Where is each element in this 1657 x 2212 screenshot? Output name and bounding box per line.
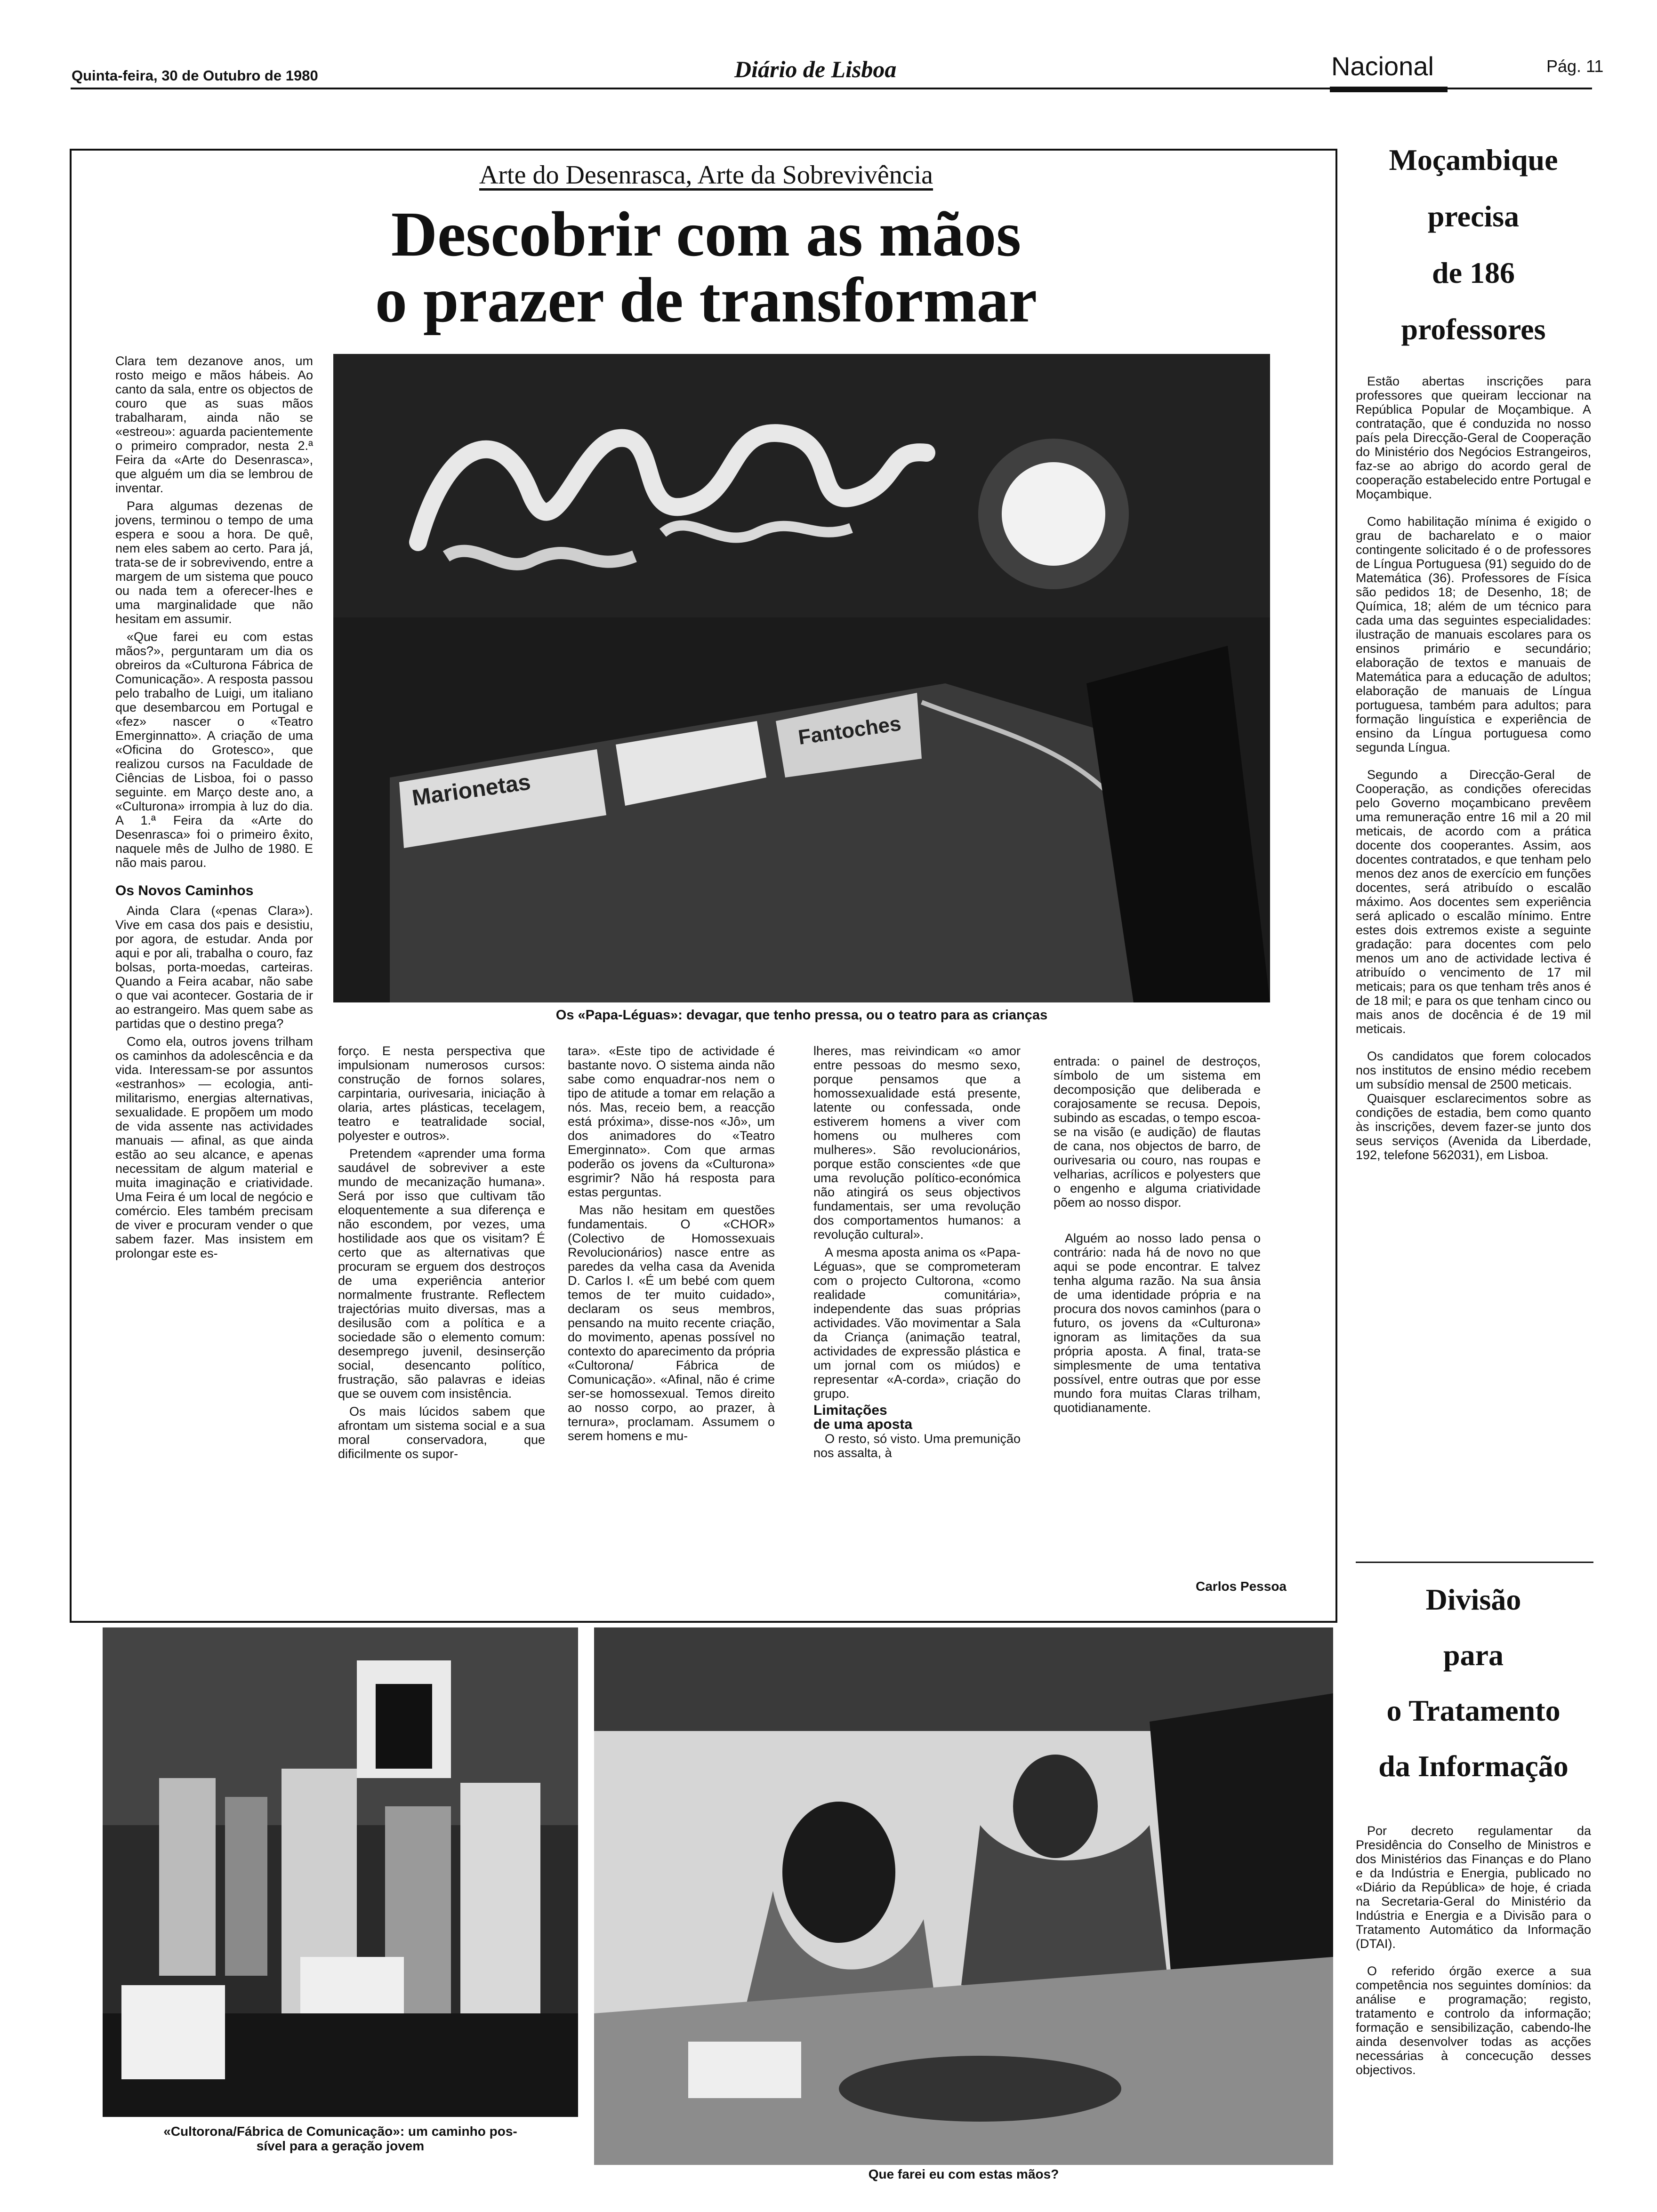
- bottom-right-caption: Que farei eu com estas mãos?: [868, 2167, 1059, 2181]
- article-author: Carlos Pessoa: [1196, 1579, 1287, 1594]
- sidebar1-headline-2: precisa: [1427, 200, 1520, 233]
- article-paragraph: Para algumas dezenas de jovens, terminou o tempo de uma espera e soou a hora. De quê, nem eles sabem ao certo. Para já, trata-se de ir sobrevivendo, entre a margem de um sistema que pouco ou nada tem a oferecer-lhes e uma marginalidade que não hesitam em assumir.: [115, 499, 317, 626]
- sidebar-divider: [1356, 1562, 1593, 1563]
- bottom-right-photo: [594, 1627, 1333, 2165]
- article-paragraph: Como ela, outros jovens trilham os caminhos da adolescência e da vida. Interessam-se por assuntos «estranhos» — ecologia, anti-militarismo, energias alternativas, sexualidade. E propõem um modo de vida assente nas actividades manuais — afinal, as que ainda estão ao seu alcance, e apenas necessitam de algum material e muita imaginação e criatividade. Uma Feira é um local de negócio e comércio. Eles também precisam de viver e procuram vender o que sabem fazer. Mas insistem em prolongar este es-: [115, 1034, 317, 1260]
- article-kicker: Arte do Desenrasca, Arte da Sobrevivência: [479, 160, 933, 190]
- bottom-left-caption: [103, 2124, 578, 2153]
- main-photo-caption: Os «Papa-Léguas»: devagar, que tenho pressa, ou o teatro para as crianças: [555, 1008, 1048, 1023]
- main-photo: [333, 354, 1270, 1002]
- sidebar-moçambique: [1356, 132, 1591, 358]
- article-column-4: [813, 1044, 1024, 1460]
- masthead: Diário de Lisboa: [734, 56, 897, 82]
- subhead-limitacoes-line1: Limitações: [813, 1403, 887, 1418]
- article-paragraph: lheres, mas reivindicam «o amor entre pessoas do mesmo sexo, porque pensamos que a homossexualidade está presente, latente ou confessada, onde estiverem homens a viver com homens ou mulheres com mulheres». São revolucionários, porque estão conscientes «de que uma revolução político-económica não atingirá os seus objectivos fundamentais, ser uma revolução dos comportamentos humanos: a revolução cultural».: [813, 1044, 1024, 1242]
- sidebar2-body: [1356, 1824, 1595, 2077]
- sidebar2-paragraph: O referido órgão exerce a sua competência nos seguintes domínios: da análise e programação; registo, tratamento e controlo da informação; formação e sensibilização, cabendo-lhe ainda desenvolver todas as acções necessárias à concecução desses objectivos.: [1356, 1964, 1595, 2077]
- article-paragraph: Ainda Clara («penas Clara»). Vive em casa dos pais e desistiu, por agora, de estudar. Anda por aqui e por ali, trabalha o couro, faz bolsas, porta-moedas, carteiras. Quando a Feira acabar, não sabe o que vai acontecer. Gostaria de ir ao estrangeiro. Mas quem sabe as partidas que o destino prega?: [115, 904, 317, 1031]
- article-column-2: [338, 1044, 549, 1461]
- page-number: Pág. 11: [1546, 56, 1604, 76]
- article-paragraph: A mesma aposta anima os «Papa-Léguas», que se comprometeram com o projecto Cultorona, «como realidade comunitária», independente das suas próprias actividades. Vão movimentar a Sala da Criança (animação teatral, actividades de expressão plástica e um jornal com os miúdos) e representar «A-corda», criação do grupo.: [813, 1245, 1024, 1401]
- article-paragraph: Os mais lúcidos sabem que afrontam um sistema social e a sua moral conservadora, que dificilmente os supor-: [338, 1404, 549, 1461]
- article-paragraph: Alguém ao nosso lado pensa o contrário: nada há de novo no que aqui se pode encontrar. E talvez tenha alguma razão. Na sua ânsia de uma identidade própria e na procura dos novos caminhos (para o futuro, os jovens da «Culturona» ignoram as limitações da sua própria aposta. A final, trata-se simplesmente de uma tentativa possível, entre outras que por esse mundo fora muitas Claras trilham, quotidianamente.: [1054, 1231, 1264, 1415]
- sidebar2-headline-3: o Tratamento: [1386, 1694, 1560, 1727]
- photo-sign-marionetas: Marionetas: [410, 769, 532, 811]
- subhead-limitacoes: [813, 1403, 1021, 1432]
- header-date: Quinta-feira, 30 de Outubro de 1980: [72, 67, 318, 84]
- sidebar2-headline-4: da Informação: [1378, 1749, 1569, 1783]
- article-paragraph: entrada: o painel de destroços, símbolo de um sistema em decomposição que deliberada e corajosamente se recusa. Depois, subindo as escadas, o tempo escoa-se na visão (e audição) de flautas de cana, nos objectos de barro, de ourivesaria ou couro, nas roupas e velharias, acrílicos e polyesters que o engenho e alguma criatividade põem ao nosso dispor.: [1054, 1054, 1264, 1210]
- subhead-novos-caminhos: Os Novos Caminhos: [115, 883, 254, 898]
- sidebar1-paragraph: Como habilitação mínima é exigido o grau de bacharelato e o maior contingente solicitado é o de professores de Língua Portuguesa (91) seguido do de Matemática (36). Professores de Física são pedidos 18; de Desenho, 18; de Química, 18; além de um técnico para cada uma das seguintes especialidades: ilustração de manuais escolares para os ensinos primário e secundário; elaboração de textos e manuais de Matemática para a educação de adultos; elaboração de manuais de Língua portuguesa, também para adultos; para formação linguística e experiência de ensino da Língua portuguesa como segunda Língua.: [1356, 514, 1595, 754]
- bottom-left-photo: [103, 1627, 578, 2117]
- article-column-1: [115, 354, 317, 1260]
- sidebar1-paragraph: Segundo a Direcção-Geral de Cooperação, as condições oferecidas pelo Governo moçambicano prevêem uma remuneração entre 16 mil a 20 mil meticais, de acordo com a prática docente dos cooperantes. Assim, aos docentes contratados, e que tenham pelo menos dez anos de exercício em funções docentes, será atribuído o escalão máximo. Aos docentes sem experiência será aplicado o escalão mínimo. Entre estes dois extremos existe a seguinte gradação: para docentes com pelo menos um ano de actividade lectiva é atribuído o vencimento de 17 mil meticais; para os que tenham três anos é de 18 mil; e para os que tenham cinco ou mais anos de docência é de 19 mil meticais.: [1356, 768, 1595, 1036]
- article-paragraph: «Que farei eu com estas mãos?», perguntaram um dia os obreiros da «Culturona Fábrica de Comunicação». A resposta passou pelo trabalho de Luigi, um italiano que desembarcou em Portugal e «fez» nascer o «Teatro Emerginnatto». A criação de uma «Oficina do Grotesco», que realizou cursos na Faculdade de Ciências de Lisboa, foi o passo seguinte. em Março deste ano, a «Culturona» irrompia à luz do dia. A 1.ª Feira da «Arte do Desenrasca» foi o primeiro êxito, naquele mês de Julho de 1980. E não mais parou.: [115, 630, 317, 870]
- bottom-left-photo-illustration: [103, 1627, 578, 2117]
- photo-sign-fantoches: Fantoches: [796, 712, 903, 749]
- article-paragraph: O resto, só visto. Uma premunição nos assalta, à: [813, 1432, 1024, 1460]
- sidebar-divisao: [1356, 1572, 1591, 1794]
- bottom-left-caption-line2: sível para a geração jovem: [256, 2139, 425, 2153]
- article-column-5: [1054, 1054, 1264, 1415]
- section-label: Nacional: [1331, 51, 1434, 81]
- sidebar2-headline-1: Divisão: [1425, 1583, 1521, 1616]
- section-underline: [1330, 87, 1448, 92]
- bottom-left-caption-line1: «Cultorona/Fábrica de Comunicação»: um caminho pos-: [163, 2124, 517, 2139]
- sidebar1-headline-4: professores: [1401, 313, 1546, 346]
- sidebar2-paragraph: Por decreto regulamentar da Presidência do Conselho de Ministros e dos Ministérios das Finanças e do Plano e da Indústria e Energia, publicado no «Diário da República» de hoje, é criada na Secretaria-Geral do Ministério da Indústria e Energia e a Divisão para o Tratamento Automático da Informação (DTAI).: [1356, 1824, 1595, 1951]
- sidebar1-paragraph: Os candidatos que forem colocados nos institutos de ensino médio recebem um subsídio mensal de 2500 meticais.: [1356, 1049, 1595, 1091]
- article-title-line2: o prazer de transformar: [375, 265, 1038, 336]
- article-column-3: [568, 1044, 779, 1443]
- bottom-right-photo-illustration: [594, 1627, 1333, 2165]
- sidebar1-paragraph: Estão abertas inscrições para professores que queiram leccionar na República Popular de Moçambique. A contratação, que é conduzida no nosso país pela Direcção-Geral de Cooperação do Ministério dos Negócios Estrangeiros, faz-se ao abrigo do acordo geral de cooperação estabelecido entre Portugal e Moçambique.: [1356, 374, 1595, 501]
- subhead-limitacoes-line2: de uma aposta: [813, 1417, 913, 1432]
- article-paragraph: tara». «Este tipo de actividade é bastante novo. O sistema ainda não sabe como enquadrar-nos nem o tipo de atitude a tomar em relação a nós. Mas, receio bem, a reacção está próxima», disse-nos «Jô», um dos animadores do «Teatro Emerginnato». Com que armas poderão os jovens da «Culturona» esgrimir? Não há resposta para estas perguntas.: [568, 1044, 779, 1199]
- article-paragraph: forço. E nesta perspectiva que impulsionam numerosos cursos: construção de fornos solares, carpintaria, ourivesaria, iniciação à olaria, artes plásticas, tecelagem, teatro e teatralidade social, polyester e outros».: [338, 1044, 549, 1143]
- sidebar1-headline-1: Moçambique: [1389, 143, 1558, 176]
- article-paragraph: Clara tem dezanove anos, um rosto meigo e mãos hábeis. Ao canto da sala, entre os objectos de couro que as suas mãos trabalharam, ainda não se «estreou»: aguarda pacientemente o primeiro comprador, nesta 2.ª Feira da «Arte do Desenrasca», que alguém um dia se lembrou de inventar.: [115, 354, 317, 495]
- sidebar1-body: [1356, 374, 1595, 1162]
- article-paragraph: Mas não hesitam em questões fundamentais. O «CHOR» (Colectivo de Homossexuais Revolucionários) nasce entre as paredes da velha casa da Avenida D. Carlos I. «É um bebé com quem temos de ter muito cuidado», declaram os seus membros, pensando na muito recente criação, do movimento, apenas possível no contexto do aparecimento da própria «Cultorona/ Fábrica de Comunicação». «Afinal, não é crime ser-se homossexual. Temos direito ao nosso corpo, ao prazer, à ternura», proclamam. Assumem o serem homens e mu-: [568, 1203, 779, 1443]
- main-photo-illustration: [333, 354, 1270, 1002]
- sidebar1-headline-3: de 186: [1432, 256, 1515, 289]
- sidebar1-paragraph: Quaisquer esclarecimentos sobre as condições de estadia, bem como quanto às inscrições, devem fazer-se junto dos seus serviços (Avenida da Liberdade, 192, telefone 562031), em Lisboa.: [1356, 1091, 1595, 1162]
- sidebar2-headline-2: para: [1443, 1638, 1504, 1672]
- article-title-line1: Descobrir com as mãos: [391, 199, 1022, 270]
- article-paragraph: Pretendem «aprender uma forma saudável de sobreviver a este mundo de mecanização humana». Será por isso que cultivam tão eloquentemente a sua diferença e não escondem, por vezes, uma hostilidade aos que os visitam? É certo que as alternativas que procuram se erguem dos destroços de uma experiência anterior normalmente frustrante. Reflectem trajectórias muito diversas, mas a desilusão com a política e a sociedade são o elemento comum: desemprego juvenil, desinserção social, desencanto político, frustração, são palavras e ideias que se ouvem com insistência.: [338, 1146, 549, 1401]
